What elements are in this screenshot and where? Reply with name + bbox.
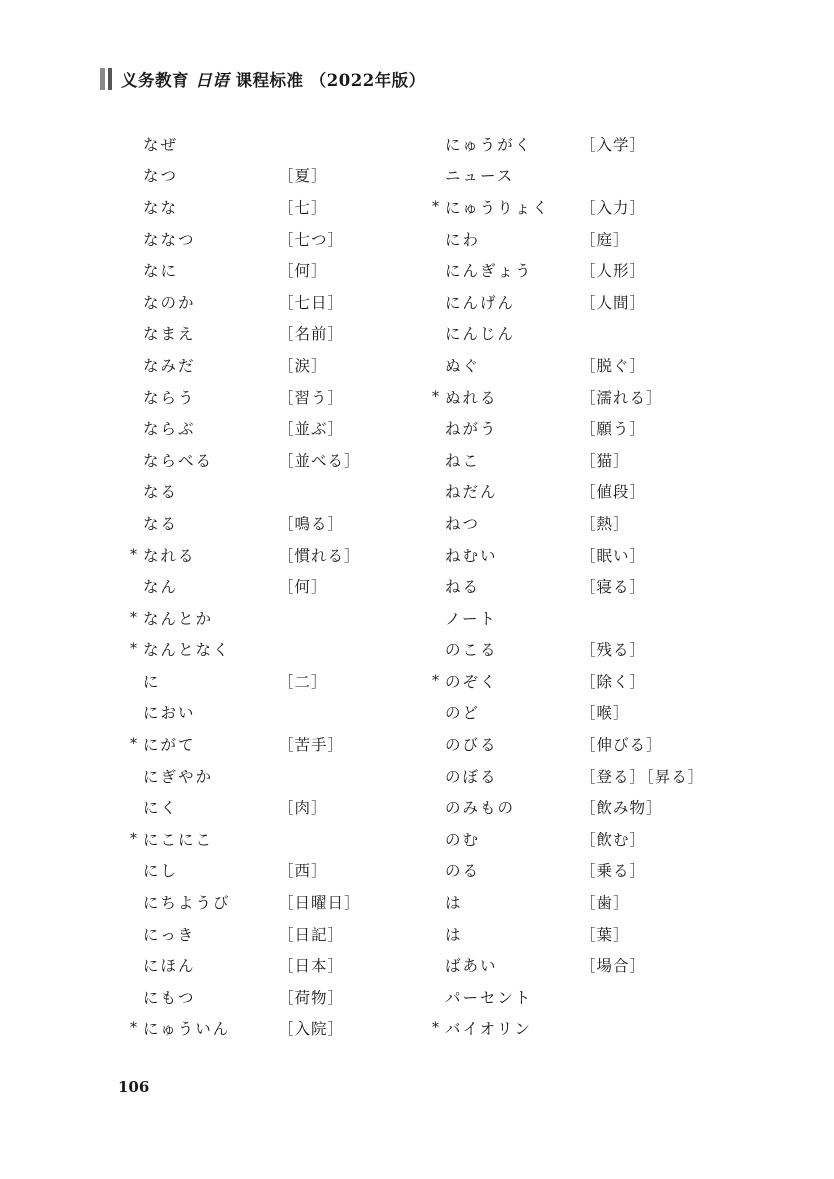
entry-kanji: ［人間］ [580, 293, 647, 312]
vocabulary-entry [130, 665, 361, 697]
entry-kana: ならべる [143, 451, 214, 470]
vocabulary-entry [432, 539, 704, 571]
entry-kana: のぼる [445, 767, 498, 786]
header-bar-decoration [108, 68, 112, 90]
entry-kana: にく [143, 799, 179, 818]
vocabulary-entry [130, 254, 361, 286]
vocabulary-entry [130, 697, 361, 729]
entry-kana: なみだ [143, 356, 196, 375]
entry-kana: ぬぐ [445, 356, 481, 375]
entry-kana: ななつ [143, 230, 196, 249]
entry-kana: のびる [445, 736, 498, 755]
entry-kanji: ［涙］ [278, 356, 328, 375]
vocabulary-entry [432, 634, 704, 666]
entry-kana: なまえ [143, 325, 196, 344]
entry-kanji: ［日記］ [278, 925, 345, 944]
entry-kana: にゅういん [143, 1020, 231, 1039]
entry-kanji: ［七］ [278, 198, 328, 217]
vocabulary-entry [130, 444, 361, 476]
entry-kanji: ［名前］ [278, 325, 345, 344]
entry-kana: ねる [445, 578, 481, 597]
vocabulary-entry [432, 286, 704, 318]
header-bar-decoration [100, 68, 105, 90]
entry-kanji: ［並べる］ [278, 451, 361, 470]
entry-kana: ならぶ [143, 420, 196, 439]
entry-kana: にわ [445, 230, 481, 249]
entry-kana: は [445, 925, 463, 944]
entry-kana: にんぎょう [445, 262, 533, 281]
vocabulary-entry [432, 1013, 704, 1045]
entry-star-marker: * [130, 546, 137, 563]
entry-kana: にほん [143, 957, 196, 976]
entry-star-marker: * [130, 1020, 137, 1037]
vocabulary-entry [130, 823, 361, 855]
vocabulary-column-left [130, 128, 361, 1044]
entry-kanji: ［習う］ [278, 388, 345, 407]
entry-kana: なのか [143, 293, 196, 312]
entry-kana: ねだん [445, 483, 498, 502]
entry-kanji: ［人形］ [580, 262, 647, 281]
vocabulary-entry [130, 381, 361, 413]
vocabulary-entry [130, 760, 361, 792]
entry-kana: なる [143, 483, 179, 502]
entry-kanji: ［何］ [278, 262, 328, 281]
vocabulary-entry [432, 855, 704, 887]
vocabulary-column-right [432, 128, 704, 1044]
entry-kanji: ［慣れる］ [278, 546, 361, 565]
entry-kana: にんじん [445, 325, 516, 344]
entry-kana: なん [143, 578, 179, 597]
vocabulary-entry [432, 412, 704, 444]
entry-kanji: ［飲む］ [580, 830, 647, 849]
vocabulary-entry [130, 286, 361, 318]
entry-kanji: ［喉］ [580, 704, 630, 723]
vocabulary-entry [432, 349, 704, 381]
vocabulary-entry [130, 191, 361, 223]
vocabulary-entry [432, 760, 704, 792]
entry-kanji: ［伸びる］ [580, 736, 663, 755]
entry-kanji: ［日本］ [278, 957, 345, 976]
entry-star-marker: * [432, 672, 439, 689]
entry-kanji: ［願う］ [580, 420, 647, 439]
vocabulary-entry [130, 570, 361, 602]
entry-kanji: ［庭］ [580, 230, 630, 249]
entry-kana: にゅうりょく [445, 198, 550, 217]
entry-kanji: ［何］ [278, 578, 328, 597]
header-part1: 义务教育 [121, 71, 189, 90]
entry-kana: のみもの [445, 799, 516, 818]
entry-kana: にちようび [143, 894, 231, 913]
entry-star-marker: * [130, 641, 137, 658]
entry-star-marker: * [130, 609, 137, 626]
entry-kanji: ［熱］ [580, 514, 630, 533]
entry-kana: なれる [143, 546, 196, 565]
header-part2: 日语 [195, 71, 230, 90]
entry-kana: に [143, 672, 161, 691]
vocabulary-entry [432, 728, 704, 760]
vocabulary-entry [130, 886, 361, 918]
entry-star-marker: * [432, 388, 439, 405]
entry-kanji: ［登る］［昇る］ [580, 767, 705, 786]
vocabulary-entry [130, 855, 361, 887]
vocabulary-entry [432, 918, 704, 950]
entry-kanji: ［日曜日］ [278, 894, 361, 913]
vocabulary-entry [130, 602, 361, 634]
entry-kana: ねつ [445, 514, 481, 533]
vocabulary-entry [432, 823, 704, 855]
entry-kana: にこにこ [143, 830, 214, 849]
vocabulary-entry [130, 223, 361, 255]
vocabulary-entry [432, 223, 704, 255]
entry-kana: ねむい [445, 546, 498, 565]
header-part4: （2022年版） [309, 71, 426, 90]
entry-kanji: ［脱ぐ］ [580, 356, 647, 375]
entry-kana: にもつ [143, 988, 196, 1007]
vocabulary-entry [432, 507, 704, 539]
vocabulary-entry [130, 412, 361, 444]
entry-star-marker: * [130, 736, 137, 753]
entry-star-marker: * [432, 1020, 439, 1037]
vocabulary-entry [130, 128, 361, 160]
entry-kana: のど [445, 704, 481, 723]
vocabulary-entry [432, 128, 704, 160]
entry-kana: のむ [445, 830, 481, 849]
vocabulary-entry [130, 349, 361, 381]
entry-kana: にぎやか [143, 767, 214, 786]
entry-kanji: ［七日］ [278, 293, 345, 312]
entry-kanji: ［肉］ [278, 799, 328, 818]
entry-kanji: ［入力］ [580, 198, 647, 217]
entry-kanji: ［値段］ [580, 483, 647, 502]
entry-kana: にし [143, 862, 179, 881]
entry-star-marker: * [432, 198, 439, 215]
entry-kanji: ［寝る］ [580, 578, 647, 597]
entry-kanji: ［濡れる］ [580, 388, 663, 407]
entry-kanji: ［猫］ [580, 451, 630, 470]
entry-star-marker: * [130, 830, 137, 847]
vocabulary-entry [130, 539, 361, 571]
entry-kanji: ［夏］ [278, 167, 328, 186]
vocabulary-entry [432, 191, 704, 223]
entry-kanji: ［入院］ [278, 1020, 345, 1039]
entry-kanji: ［歯］ [580, 894, 630, 913]
entry-kanji: ［並ぶ］ [278, 420, 345, 439]
running-header [100, 66, 426, 92]
entry-kana: にっき [143, 925, 196, 944]
entry-kana: は [445, 894, 463, 913]
entry-kanji: ［眠い］ [580, 546, 647, 565]
entry-kanji: ［残る］ [580, 641, 647, 660]
vocabulary-entry [432, 254, 704, 286]
entry-kanji: ［飲み物］ [580, 799, 663, 818]
entry-kana: なる [143, 514, 179, 533]
entry-kana: のぞく [445, 672, 498, 691]
entry-kanji: ［七つ］ [278, 230, 345, 249]
entry-kana: にんげん [445, 293, 516, 312]
entry-kana: なつ [143, 167, 179, 186]
entry-kanji: ［乗る］ [580, 862, 647, 881]
entry-kana: のる [445, 862, 481, 881]
entry-kana: なな [143, 198, 179, 217]
entry-kanji: ［場合］ [580, 957, 647, 976]
entry-kanji: ［二］ [278, 672, 328, 691]
vocabulary-entry [130, 949, 361, 981]
vocabulary-entry [432, 160, 704, 192]
entry-kana: にゅうがく [445, 135, 533, 154]
vocabulary-entry [432, 665, 704, 697]
entry-kana: なぜ [143, 135, 179, 154]
vocabulary-entry [432, 381, 704, 413]
entry-kanji: ［荷物］ [278, 988, 345, 1007]
entry-kana: パーセント [445, 988, 533, 1007]
vocabulary-entry [432, 318, 704, 350]
entry-kanji: ［除く］ [580, 672, 647, 691]
entry-kana: にがて [143, 736, 196, 755]
entry-kana: ぬれる [445, 388, 498, 407]
vocabulary-entry [130, 981, 361, 1013]
entry-kana: ばあい [445, 957, 498, 976]
entry-kanji: ［西］ [278, 862, 328, 881]
vocabulary-entry [432, 697, 704, 729]
entry-kana: なに [143, 262, 179, 281]
entry-kana: なんとなく [143, 641, 231, 660]
page-number: 106 [118, 1078, 150, 1096]
vocabulary-entry [130, 507, 361, 539]
vocabulary-entry [130, 1013, 361, 1045]
entry-kana: のこる [445, 641, 498, 660]
vocabulary-entry [130, 728, 361, 760]
header-part3: 课程标准 [235, 71, 304, 90]
entry-kana: ニュース [445, 167, 515, 186]
vocabulary-entry [432, 476, 704, 508]
entry-kanji: ［苦手］ [278, 736, 345, 755]
vocabulary-entry [130, 634, 361, 666]
vocabulary-entry [432, 570, 704, 602]
vocabulary-entry [130, 318, 361, 350]
vocabulary-entry [432, 886, 704, 918]
vocabulary-entry [130, 476, 361, 508]
entry-kana: ノート [445, 609, 498, 628]
vocabulary-entry [432, 444, 704, 476]
vocabulary-entry [432, 791, 704, 823]
entry-kana: ならう [143, 388, 196, 407]
entry-kana: ねこ [445, 451, 481, 470]
entry-kana: なんとか [143, 609, 214, 628]
vocabulary-entry [130, 918, 361, 950]
entry-kanji: ［入学］ [580, 135, 647, 154]
entry-kana: におい [143, 704, 196, 723]
vocabulary-entry [432, 949, 704, 981]
entry-kanji: ［鳴る］ [278, 514, 345, 533]
vocabulary-entry [130, 791, 361, 823]
vocabulary-entry [432, 602, 704, 634]
vocabulary-entry [130, 160, 361, 192]
entry-kana: バイオリン [445, 1020, 533, 1039]
entry-kana: ねがう [445, 420, 498, 439]
header-title [121, 67, 426, 91]
vocabulary-entry [432, 981, 704, 1013]
entry-kanji: ［葉］ [580, 925, 630, 944]
